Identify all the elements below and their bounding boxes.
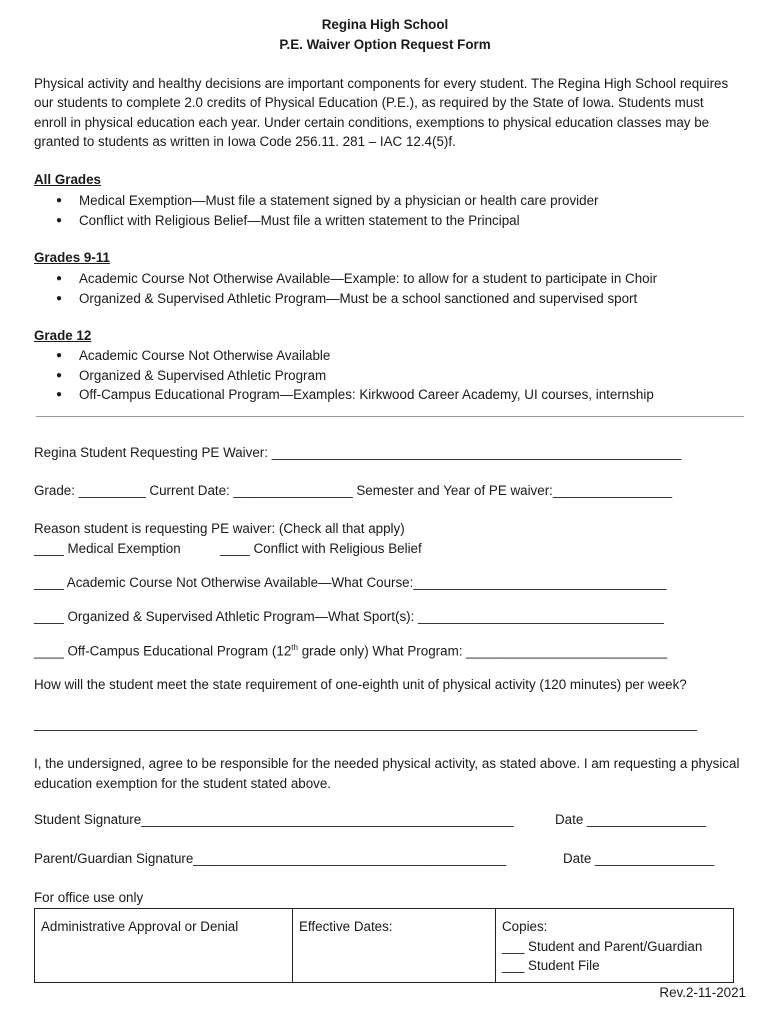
effective-dates-cell — [293, 909, 496, 983]
list-item: ● Organized & Supervised Athletic Program — [34, 366, 654, 386]
religious-belief-checkbox[interactable]: ____ Conflict with Religious Belief — [220, 541, 422, 556]
list-item: ● Organized & Supervised Athletic Program—Must be a school sanctioned and supervised sport — [34, 289, 657, 309]
section-heading-all-grades: All Grades — [34, 172, 101, 187]
state-requirement-question: How will the student meet the state requirement of one-eighth unit of physical activity (120 minutes) per week? — [34, 677, 687, 692]
grade-date-semester-field[interactable]: Grade: _________ Current Date: ________________ Semester and Year of PE waiver:________________ — [34, 483, 673, 498]
approval-cell — [35, 909, 293, 983]
school-name: Regina High School — [321, 17, 449, 32]
section-heading-grades-9-11: Grades 9-11 — [34, 250, 110, 265]
bullet-list-grades-9-11 — [34, 269, 657, 308]
approval-label: Administrative Approval or Denial — [41, 919, 239, 934]
form-title: P.E. Waiver Option Request Form — [279, 37, 491, 52]
divider — [36, 416, 744, 417]
copies-student-file[interactable]: ___ Student File — [502, 958, 600, 973]
list-item: ● Academic Course Not Otherwise Available — [34, 346, 654, 366]
bullet-list-all-grades — [34, 191, 599, 230]
student-name-field[interactable]: Regina Student Requesting PE Waiver: _______________________________________________________ — [34, 445, 682, 460]
list-item: ● Off-Campus Educational Program—Examples: Kirkwood Career Academy, UI courses, internship — [34, 385, 654, 405]
off-campus-program-checkbox[interactable] — [34, 643, 667, 658]
office-use-label: For office use only — [34, 890, 144, 905]
athletic-program-checkbox[interactable]: ____ Organized & Supervised Athletic Program—What Sport(s): _________________________________ — [34, 609, 664, 624]
parent-signature-field[interactable]: Parent/Guardian Signature__________________________________________ — [34, 851, 507, 866]
office-use-table — [34, 908, 734, 983]
revision-date: Rev.2-11-2021 — [659, 985, 746, 1000]
bullet-list-grade-12 — [34, 346, 654, 405]
answer-line[interactable]: _________________________________________________________________________________________ — [34, 716, 697, 731]
off-campus-label: ____ Off-Campus Educational Program (12 — [34, 643, 292, 659]
list-item: ● Medical Exemption—Must file a statement signed by a physician or health care provider — [34, 191, 599, 211]
section-heading-grade-12: Grade 12 — [34, 328, 92, 343]
list-item: ● Academic Course Not Otherwise Available—Example: to allow for a student to participate in Choir — [34, 269, 657, 289]
ordinal-suffix: th — [291, 643, 298, 652]
copies-student-parent[interactable]: ___ Student and Parent/Guardian — [502, 938, 703, 954]
off-campus-program-field: grade only) What Program: ___________________________ — [297, 643, 668, 659]
medical-exemption-checkbox[interactable]: ____ Medical Exemption — [34, 541, 181, 556]
copies-title: Copies: — [502, 919, 548, 934]
parent-date-field[interactable]: Date ________________ — [563, 851, 715, 866]
reason-prompt: Reason student is requesting PE waiver: (Check all that apply) — [34, 521, 405, 536]
agreement-statement: I, the undersigned, agree to be responsible for the needed physical activity, as stated above. I am requesting a physical education exemption for the student stated above. — [34, 756, 740, 791]
list-item: ● Conflict with Religious Belief—Must file a written statement to the Principal — [34, 211, 599, 231]
effective-dates-label: Effective Dates: — [299, 919, 393, 934]
intro-paragraph: Physical activity and healthy decisions are important components for every student. The Regina High School requires our students to complete 2.0 credits of Physical Education (P.E.), as required by the State of Iowa. Students must enroll in physical education each year. Under certain conditions, exemptions to physical education classes may be granted to students as written in Iowa Code 256.11. 281 – IAC 12.4(5)f. — [34, 76, 729, 149]
student-signature-field[interactable]: Student Signature__________________________________________________ — [34, 812, 514, 827]
academic-course-checkbox[interactable]: ____ Academic Course Not Otherwise Available—What Course:__________________________________ — [34, 575, 667, 590]
copies-cell — [496, 909, 734, 983]
student-date-field[interactable]: Date ________________ — [555, 812, 707, 827]
